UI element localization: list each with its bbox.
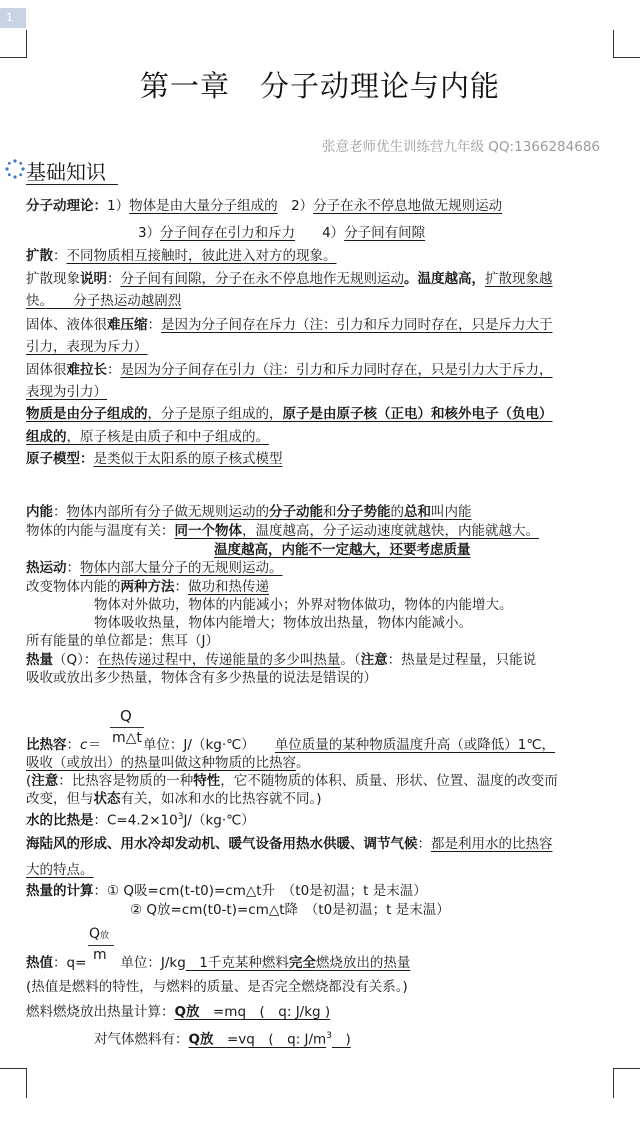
term: 分子动理论： — [26, 198, 107, 214]
line-temperature-relation — [26, 522, 539, 540]
line-gas-fuel-calc — [94, 1027, 351, 1049]
crop-mark-bottom-right-h — [613, 1068, 640, 1069]
text: 扩散现象 — [26, 271, 80, 287]
crop-mark-bottom-right — [613, 1068, 614, 1098]
term: 完全 — [288, 955, 316, 971]
text: 的 — [390, 504, 404, 520]
text: 分子间有间隙 — [344, 225, 426, 241]
term: 特性 — [193, 773, 221, 789]
text: ：q= — [53, 955, 87, 971]
term: 热值 — [26, 955, 53, 971]
line-hard-stretch-2 — [26, 383, 107, 401]
text: ② Q放=cm(t0-t)=cm△t降 （t0是初温；t 是末温） — [130, 902, 450, 918]
term: 难压缩 — [107, 317, 148, 333]
exponent: 3 — [177, 812, 184, 822]
text: ： — [174, 579, 188, 595]
line-hard-compress-2 — [26, 338, 148, 356]
line-specific-heat-note-1 — [26, 772, 558, 790]
chapter-title: 第一章 分子动理论与内能 — [139, 69, 500, 103]
line-diffusion-meaning-2 — [26, 292, 181, 310]
text: 单位：J/kg — [120, 955, 186, 971]
term: 同一个物体 — [174, 523, 242, 539]
line-matter-composition-1 — [26, 405, 553, 423]
text: 固体很 — [26, 362, 67, 378]
text: 改变，但与 — [26, 791, 94, 807]
text: 改变物体内能的 — [26, 579, 121, 595]
exponent: 3 — [326, 1031, 332, 1041]
text: 是因为分子间存在斥力（注：引力和斥力同时存在，只是斥力大于 — [161, 317, 553, 333]
heat-value-fraction-bar — [88, 945, 114, 946]
text: 燃料燃烧放出热量计算： — [26, 1004, 175, 1020]
text: 物体的内能与温度有关： — [26, 523, 175, 539]
text: 扩散现象越 — [485, 271, 553, 287]
crop-mark-bottom-left — [26, 1068, 27, 1098]
text: 是因为分子间存在引力（注：引力和斥力同时存在，只是引力大于斥力， — [120, 362, 553, 378]
text: =mq ( q: J/kg ) — [199, 1004, 331, 1020]
line-heat-calculation-2 — [130, 901, 450, 919]
text: 。 — [296, 755, 310, 771]
text: ＝ — [87, 737, 101, 753]
line-diffusion — [26, 247, 337, 265]
crop-mark-top-left-h — [0, 57, 26, 58]
text: 。（ — [340, 652, 361, 668]
text: 1千克某种燃料 — [185, 955, 289, 971]
text: ，分子是原子组成的， — [147, 406, 283, 422]
text: 单位：J/（kg·℃） — [142, 737, 255, 753]
text: ：比热容是物质的一种 — [58, 773, 194, 789]
line-temperature-note — [214, 541, 471, 559]
line-molecular-theory-1 — [26, 197, 502, 215]
specific-heat-denominator: m△t — [112, 730, 142, 746]
term: 组成的 — [26, 429, 67, 445]
crop-mark-top-left — [26, 30, 27, 58]
text: 表现为引力） — [26, 384, 107, 400]
term: 原子模型： — [26, 451, 94, 467]
text: ： — [107, 271, 121, 287]
text: 2） — [277, 198, 314, 214]
page-number-badge: 1 — [0, 8, 26, 28]
text: 引力，表现为斥力） — [26, 339, 148, 355]
text: J/（kg·℃） — [183, 812, 255, 829]
line-water-specific-heat — [26, 808, 255, 830]
text: （Q）： — [53, 652, 98, 668]
text: ： — [53, 504, 67, 520]
line-specific-heat-2 — [26, 754, 310, 772]
term: 温度越高，内能不一定越大，还要考虑质量 — [214, 542, 471, 558]
line-heat-value — [26, 954, 410, 972]
text: 分子间有间隙，分子在永不停息地作无规则运动 — [120, 271, 404, 287]
term: 状态 — [93, 791, 121, 807]
line-specific-heat-1 — [26, 736, 555, 754]
line-heat-effect — [94, 614, 472, 632]
text: 和 — [323, 504, 337, 520]
term: Q放 — [188, 1031, 214, 1048]
specific-heat-fraction-bar — [110, 727, 144, 728]
text: 吸收（或放出）的热量叫做这种物质的比热容 — [26, 755, 296, 771]
line-specific-heat-note-2 — [26, 790, 322, 808]
text: ： — [147, 317, 161, 333]
text: 燃烧放出的热量 — [315, 955, 411, 971]
term: 水的比热是 — [26, 812, 94, 829]
term: 总和 — [404, 504, 431, 520]
line-energy-unit — [26, 632, 219, 650]
line-fuel-heat-calc — [26, 1003, 330, 1021]
line-water-applications-2 — [26, 861, 94, 879]
text: ，原子核是由质子和中子组成的。 — [66, 429, 269, 445]
text: 4） — [295, 225, 345, 241]
text: 物体吸收热量，物体内能增大；物体放出热量，物体内能减小。 — [94, 615, 472, 631]
line-molecular-theory-2 — [138, 224, 425, 242]
text: ： — [53, 248, 67, 264]
text: 有关，如冰和水的比热容就不同。) — [120, 791, 322, 807]
term: 难拉长 — [66, 362, 107, 378]
text: 做功和热传递 — [188, 579, 269, 595]
term: Q放 — [174, 1004, 200, 1020]
line-water-applications-1 — [26, 835, 553, 853]
text: =vq ( q: J/m — [213, 1031, 327, 1048]
text: 分子热运动越剧烈 — [46, 293, 182, 309]
term: 比热容 — [26, 737, 67, 753]
text: 在热传递过程中，传递能量的多少叫热量 — [97, 652, 341, 668]
term: 说明 — [80, 271, 107, 287]
line-atom-model — [26, 450, 283, 468]
line-heat-quantity-1 — [26, 651, 536, 669]
text: 对气体燃料有： — [94, 1031, 189, 1048]
text: 物体内部大量分子的无规则运动。 — [80, 560, 283, 576]
term: 内能 — [26, 504, 53, 520]
line-two-methods — [26, 578, 269, 596]
section-title: 基础知识 — [26, 160, 118, 185]
text: 不同物质相互接触时，彼此进入对方的现象。 — [66, 248, 337, 264]
text: 快。 — [26, 293, 47, 309]
text: 吸收或放出多少热量，物体含有多少热量的说法是错误的） — [26, 670, 377, 686]
text: ： — [66, 560, 80, 576]
text: ( — [26, 773, 32, 789]
text: ：C=4.2×10 — [93, 812, 178, 829]
line-hard-stretch-1 — [26, 361, 553, 379]
line-work-effect — [94, 596, 513, 614]
heat-value-numerator — [89, 926, 109, 942]
text: 所有能量的单位都是：焦耳（J） — [26, 633, 219, 649]
term: 热量的计算 — [26, 883, 94, 899]
term: 注意 — [360, 652, 388, 668]
line-hard-compress-1 — [26, 316, 553, 334]
line-matter-composition-2 — [26, 428, 269, 446]
author-line: 张意老师优生训练营九年级 QQ:1366284686 — [322, 139, 600, 155]
line-diffusion-meaning-1 — [26, 270, 553, 288]
line-internal-energy — [26, 503, 472, 521]
term: 物质是由分子组成的 — [26, 406, 148, 422]
text: 都是利用水的比热容 — [431, 836, 553, 852]
term: 。温度越高， — [404, 271, 485, 287]
text: ： — [107, 362, 121, 378]
text: 分子间存在引力和斥力 — [160, 225, 296, 241]
text: 3） — [138, 225, 161, 241]
specific-heat-numerator: Q — [120, 707, 132, 725]
heat-value-denominator: m — [93, 947, 107, 963]
text: 物体对外做功，物体的内能减小；外界对物体做功，物体的内能增大。 — [94, 597, 513, 613]
text: ： — [417, 836, 431, 852]
crop-mark-top-right-h — [613, 57, 640, 58]
text: ：热量是过程量，只能说 — [387, 652, 537, 668]
text: 物体内部所有分子做无规则运动的 — [66, 504, 269, 520]
sparkle-icon — [4, 158, 26, 180]
term: 海陆风的形成、用水冷却发动机、暖气设备用热水供暖、调节气候 — [26, 836, 418, 852]
text: ，温度越高，分子运动速度就越快，内能就越大。 — [242, 523, 539, 539]
text: 固体、液体很 — [26, 317, 107, 333]
term: 原子是由原子核（正电）和核外电子（负电） — [282, 406, 553, 422]
term: 热运动 — [26, 560, 67, 576]
line-heat-calculation-1 — [26, 882, 427, 900]
text: 1） — [107, 198, 130, 214]
text: ) — [331, 1031, 351, 1048]
text: 叫内能 — [431, 504, 472, 520]
text: ： — [66, 737, 80, 753]
text: 大的特点。 — [26, 862, 94, 878]
term: 扩散 — [26, 248, 53, 264]
term: 分子势能 — [336, 504, 391, 520]
text: 单位质量的某种物质温度升高（或降低）1℃， — [274, 737, 556, 753]
text: ：① Q吸=cm(t-t0)=cm△t升 （t0是初温；t 是末温） — [93, 883, 427, 899]
term: 两种方法 — [120, 579, 175, 595]
text: c — [80, 737, 88, 753]
line-heat-quantity-2 — [26, 669, 377, 687]
term: 热量 — [26, 652, 53, 668]
text: ，它不随物质的体积、质量、形状、位置、温度的改变而 — [220, 773, 558, 789]
text: 分子在永不停息地做无规则运动 — [313, 198, 503, 214]
crop-mark-bottom-left-h — [0, 1068, 26, 1069]
numerator-q: Q — [89, 926, 101, 942]
text: 物体是由大量分子组成的 — [129, 198, 278, 214]
numerator-sub: 放 — [100, 931, 110, 941]
text: (热值是燃料的特性，与燃料的质量、是否完全燃烧都没有关系。) — [26, 979, 408, 995]
line-heat-value-note — [26, 978, 408, 996]
term: 分子动能 — [269, 504, 323, 520]
term: 注意 — [31, 773, 59, 789]
crop-mark-top-right — [613, 30, 614, 58]
line-thermal-motion — [26, 559, 283, 577]
text: 是类似于太阳系的原子核式模型 — [93, 451, 283, 467]
